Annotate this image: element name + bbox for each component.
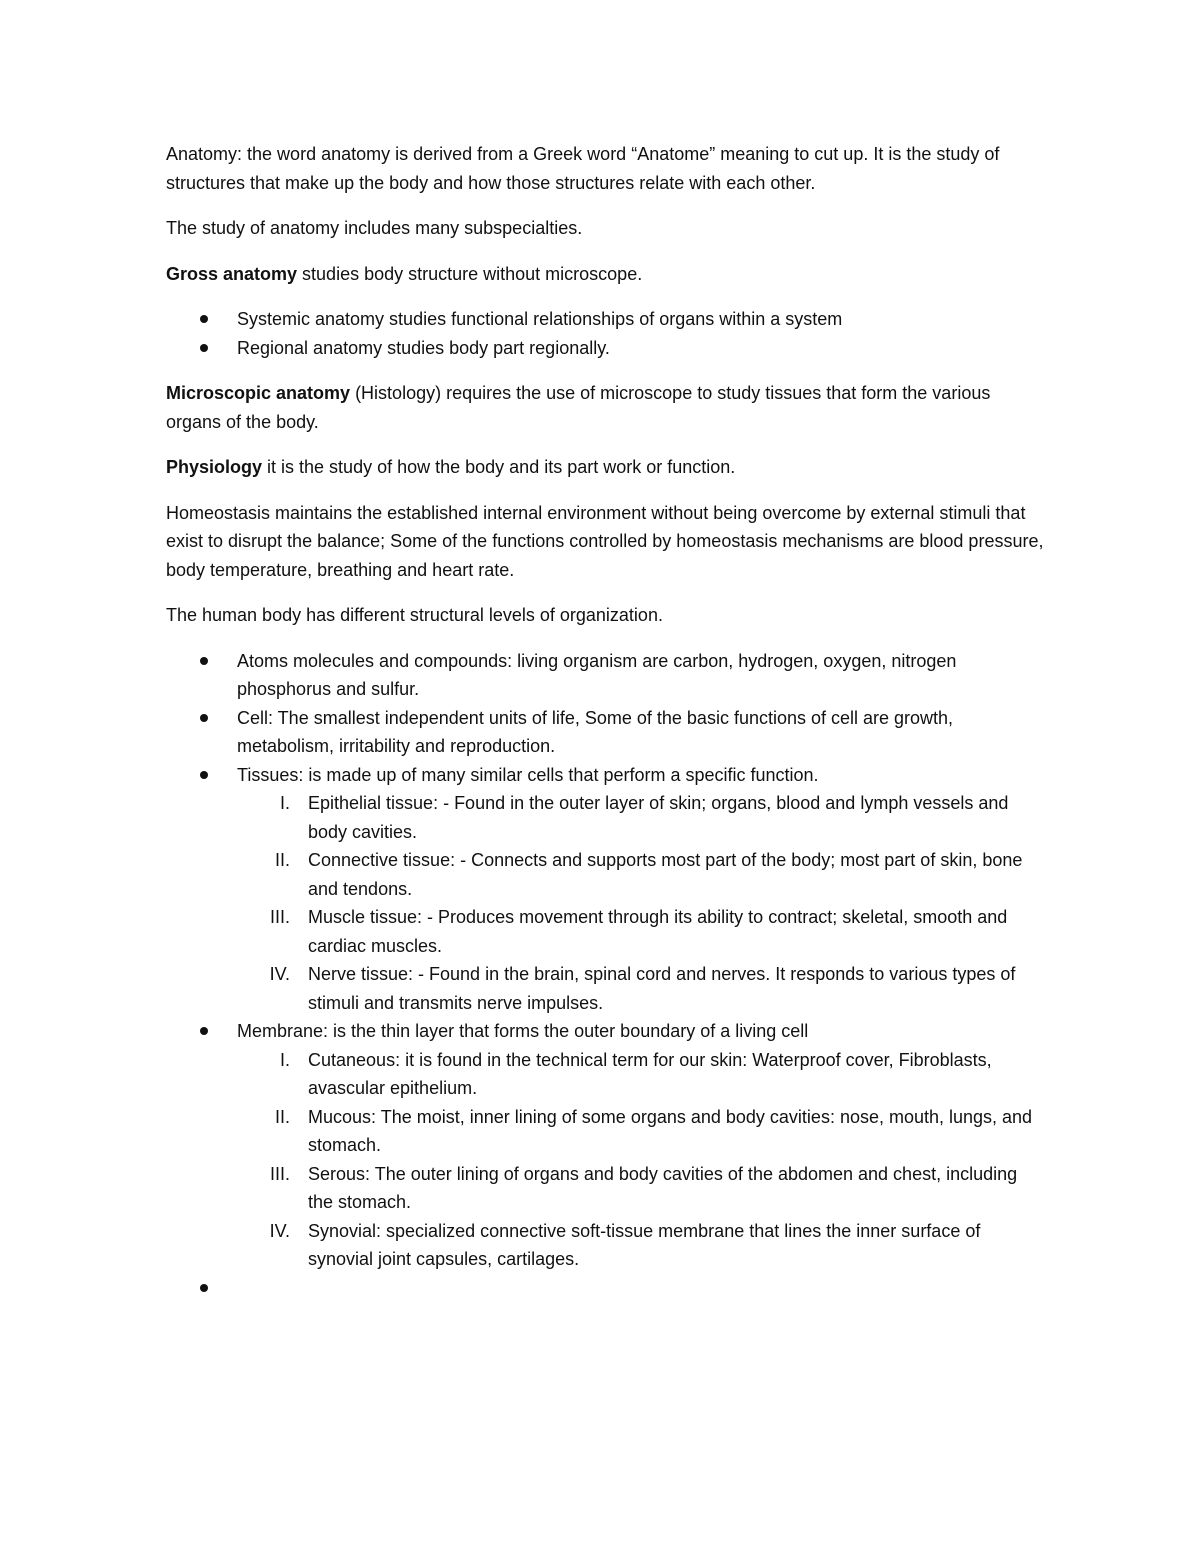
list-item: Systemic anatomy studies functional relationships of organs within a system — [166, 305, 1046, 334]
document-page — [166, 140, 1046, 1319]
list-item: I. Cutaneous: it is found in the technical term for our skin: Waterproof cover, Fibroblasts, avascular epithelium. — [279, 1049, 992, 1098]
levels-list — [166, 647, 1046, 1303]
microscopic-anatomy-term: Microscopic anatomy — [166, 383, 351, 403]
list-item: II. Connective tissue: - Connects and supports most part of the body; most part of skin, bone and tendons. — [274, 850, 1023, 899]
microscopic-anatomy-paragraph — [166, 379, 1046, 436]
list-item-membrane: Membrane: is the thin layer that forms the outer boundary of a living cell I. Cutaneous: it is found in the technical term for our skin: Waterproof cover, Fibroblasts, avascular epithelium. II. Mucous: The moist, inner lining of some organs and body cavities: nose, mouth, lungs, and stomach. III. Serous: The outer lining of organs and body cavities of the abdomen and chest, including the stomach. IV. Synovial: specialized connective soft-tissue membrane that lines the inner surface of synovial joint capsules, cartilages. — [166, 1017, 1046, 1274]
list-item: Regional anatomy studies body part regionally. — [166, 334, 1046, 363]
bullet-icon — [200, 714, 208, 722]
subspecialties-paragraph: The study of anatomy includes many subspecialties. — [166, 218, 583, 238]
bullet-icon — [200, 315, 208, 323]
physiology-text: it is the study of how the body and its part work or function. — [262, 457, 736, 477]
list-item-atoms: Atoms molecules and compounds: living organism are carbon, hydrogen, oxygen, nitrogen phosphorus and sulfur. — [166, 647, 1046, 704]
list-item: IV. Synovial: specialized connective soft-tissue membrane that lines the inner surface of synovial joint capsules, cartilages. — [269, 1220, 981, 1269]
list-item-empty — [166, 1274, 1046, 1303]
list-item: II. Mucous: The moist, inner lining of some organs and body cavities: nose, mouth, lungs, and stomach. — [274, 1106, 1033, 1155]
microscopic-anatomy-text: (Histology) requires the use of microscope to study tissues that form the various organs of the body. — [166, 383, 991, 432]
bullet-icon — [200, 1027, 208, 1035]
bullet-icon — [200, 771, 208, 779]
gross-anatomy-list — [166, 305, 1046, 362]
intro-paragraph: Anatomy: the word anatomy is derived from a Greek word “Anatome” meaning to cut up. It is the study of structures that make up the body and how those structures relate with each other. — [166, 144, 1000, 193]
physiology-paragraph — [166, 453, 1046, 482]
membrane-sublist — [237, 1046, 1046, 1274]
list-item-cell: Cell: The smallest independent units of life, Some of the basic functions of cell are growth, metabolism, irritability and reproduction. — [166, 704, 1046, 761]
gross-anatomy-paragraph — [166, 260, 1046, 289]
bullet-icon — [200, 1284, 208, 1292]
bullet-icon — [200, 344, 208, 352]
list-item: III. Muscle tissue: - Produces movement through its ability to contract; skeletal, smooth and cardiac muscles. — [269, 907, 1008, 956]
gross-anatomy-text: studies body structure without microscope. — [297, 263, 643, 284]
list-item: III. Serous: The outer lining of organs and body cavities of the abdomen and chest, including the stomach. — [269, 1163, 1018, 1212]
list-item: IV. Nerve tissue: - Found in the brain, spinal cord and nerves. It responds to various types of stimuli and transmits nerve impulses. — [269, 964, 1016, 1013]
list-item-tissues: Tissues: is made up of many similar cells that perform a specific function. I. Epithelial tissue: - Found in the outer layer of skin; organs, blood and lymph vessels and body cavities. II. Connective tissue: - Connects and supports most part of the body; most part of skin, bone and tendons. III. Muscle tissue: - Produces movement through its ability to contract; skeletal, smooth and cardiac muscles. IV. Nerve tissue: - Found in the brain, spinal cord and nerves. It responds to various types of stimuli and transmits nerve impulses. — [166, 761, 1046, 1018]
tissues-sublist — [237, 789, 1046, 1017]
bullet-icon — [200, 657, 208, 665]
physiology-term: Physiology — [166, 457, 263, 477]
list-item: I. Epithelial tissue: - Found in the outer layer of skin; organs, blood and lymph vessels and body cavities. — [279, 793, 1009, 842]
levels-intro-paragraph: The human body has different structural levels of organization. — [166, 605, 663, 625]
homeostasis-paragraph: Homeostasis maintains the established internal environment without being overcome by external stimuli that exist to disrupt the balance; Some of the functions controlled by homeostasis mechanisms are blood pressure, body temperature, breathing and heart rate. — [166, 502, 1044, 580]
gross-anatomy-term: Gross anatomy — [166, 263, 298, 284]
